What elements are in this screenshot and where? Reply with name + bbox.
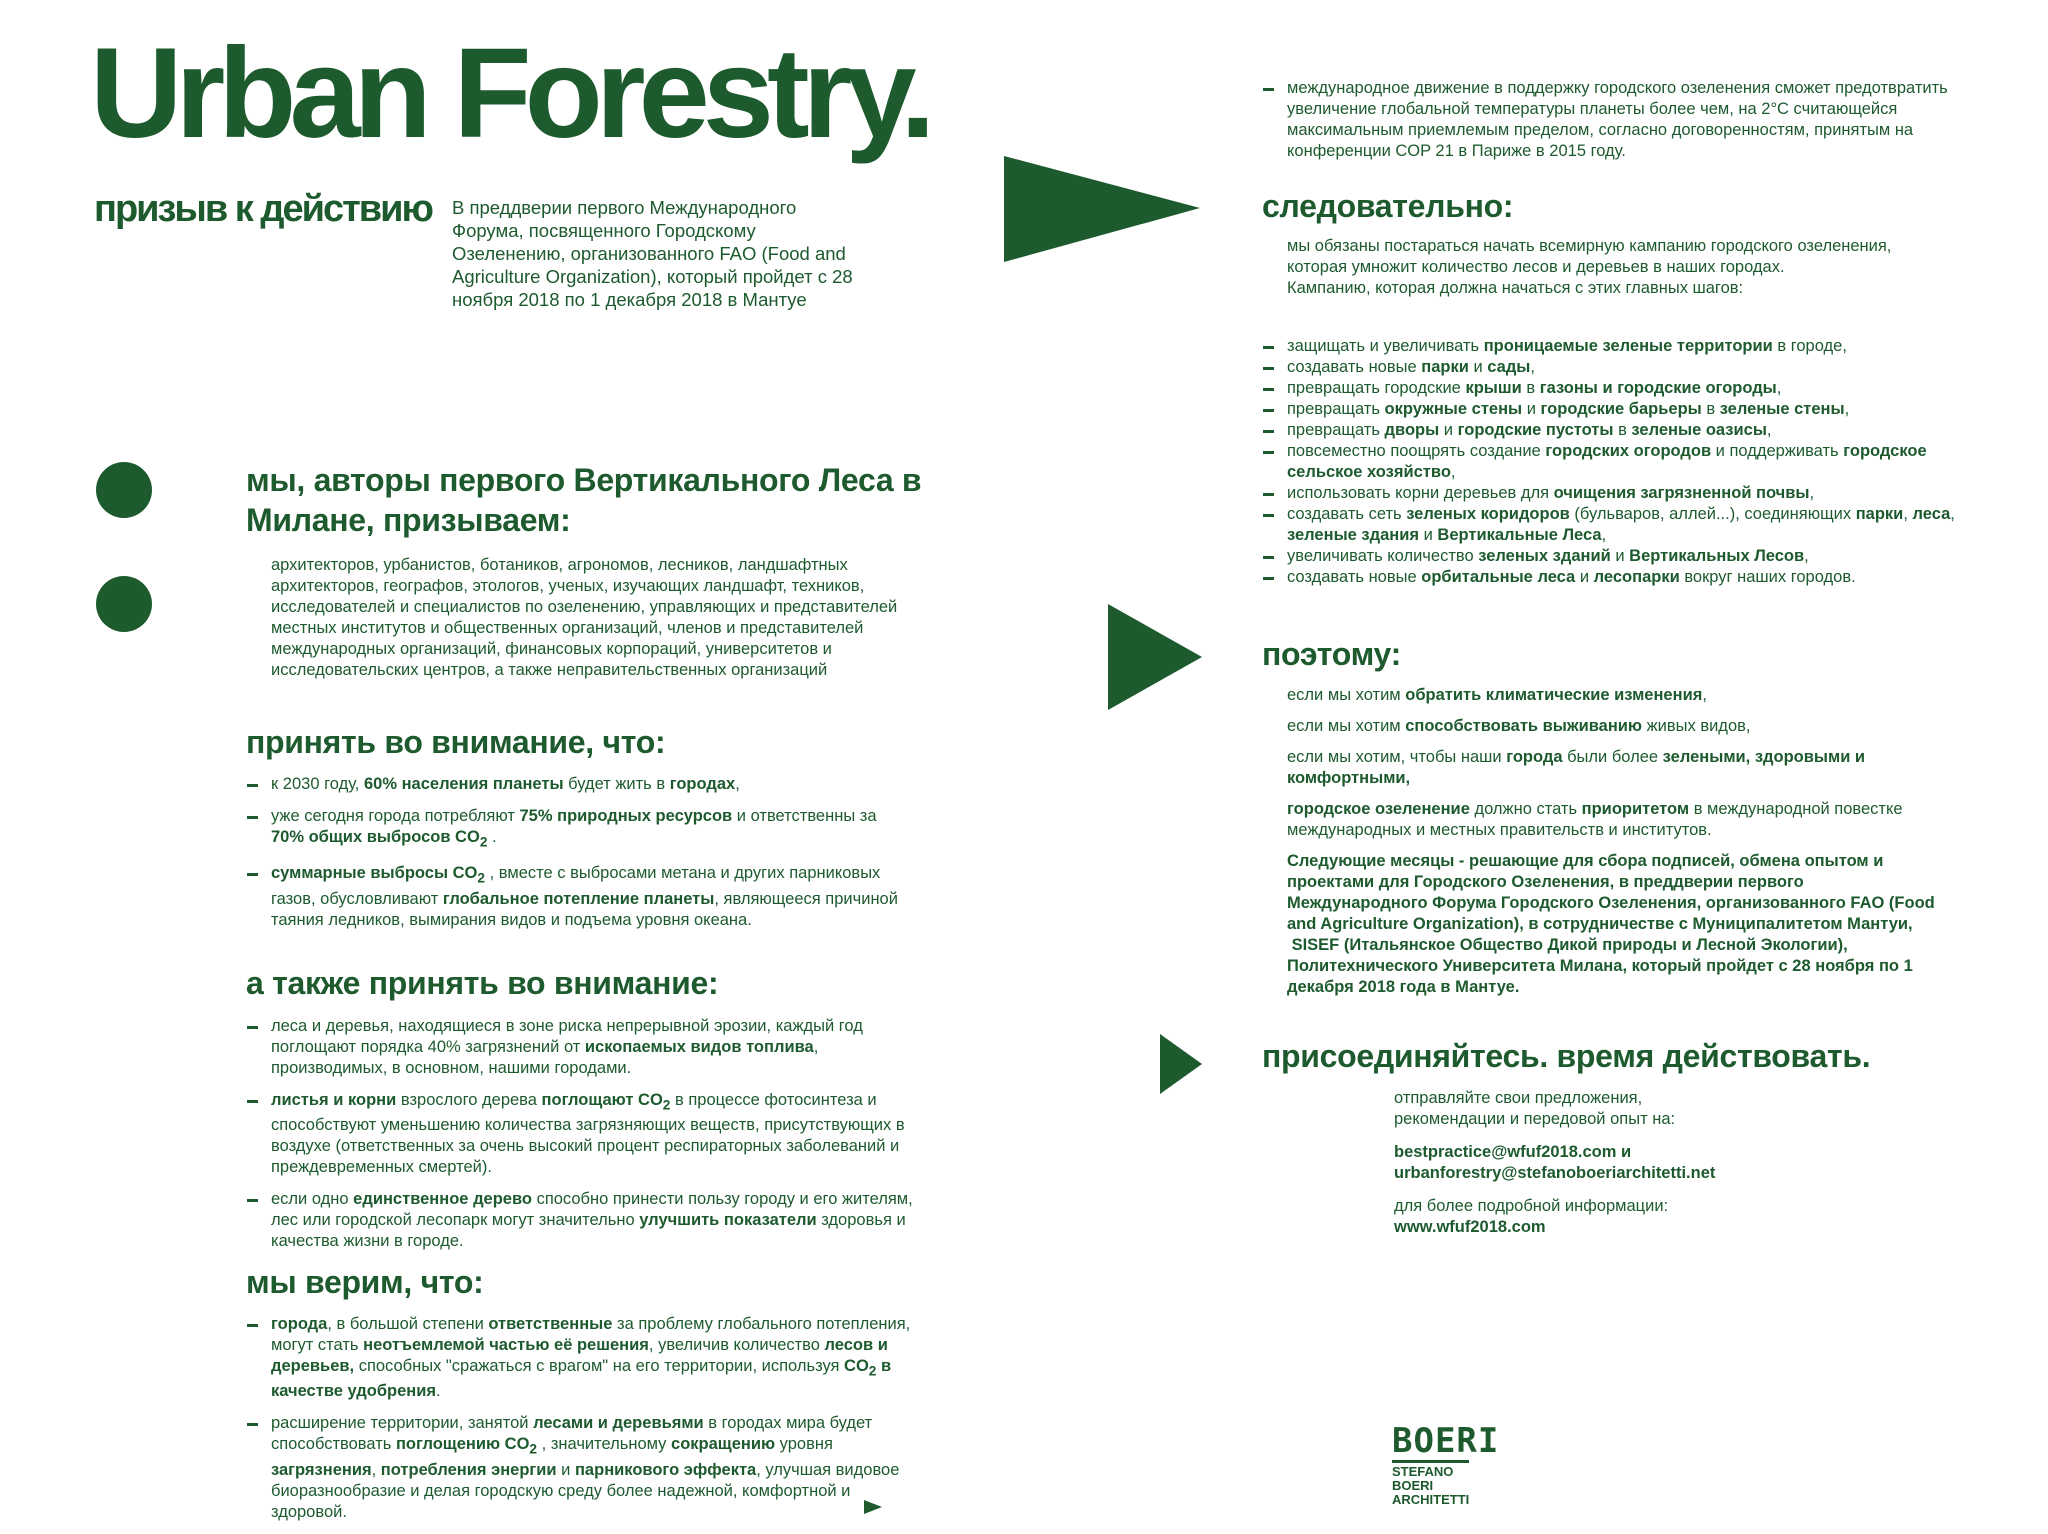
so-heading: поэтому: <box>1262 636 1401 672</box>
list-item: создавать новые орбитальные леса и лесопарки вокруг наших городов. <box>1263 567 1963 588</box>
boeri-logo <box>1392 1421 1500 1508</box>
therefore-campaign-text: мы обязаны постараться начать всемирную кампанию городского озеленения, которая умножит количество лесов и деревьев в наших городах. <box>1287 237 1892 276</box>
colon-dot-bottom <box>96 576 152 632</box>
therefore-text <box>1287 236 1927 299</box>
authors-list-text: архитекторов, урбанистов, ботаников, агрономов, лесников, ландшафтных архитекторов, географов, этологов, ученых, изучающих ландшафт, техников, исследователей и специалистов по озеленению, управляющих и представителей местных институтов и общественных организаций, членов и представителей международных организаций, финансовых корпораций, университетов и исследовательских центров, а также неправительственных организаций <box>271 556 898 679</box>
list-item: уже сегодня города потребляют 75% природных ресурсов и ответственны за 70% общих выбросов $CO_2$ . <box>247 806 907 852</box>
so-paragraph: городское озеленение должно стать приоритетом в международной повестке международных и местных правительств и институтов. <box>1287 800 1903 839</box>
contact-instructions-2: рекомендации и передовой опыт на: <box>1394 1110 1676 1128</box>
logo-line: BOERI <box>1392 1478 1434 1493</box>
logo-subtitle <box>1392 1460 1469 1507</box>
page-title: Urban Forestry. <box>90 22 929 165</box>
section-take-into-account-heading: принять во внимание, что: <box>246 724 666 760</box>
list-item: использовать корни деревьев для очищения загрязненной почвы, <box>1263 483 1963 504</box>
list-item: листья и корни взрослого дерева поглощают $CO_2$ в процессе фотосинтеза и способствуют уменьшению количества загрязняющих веществ, присутствующих в воздухе (ответственных за очень высокий процент респираторных заболеваний и преждевременных смертей). <box>247 1090 927 1178</box>
list-item: превращать дворы и городские пустоты в зеленые оазисы, <box>1263 420 1963 441</box>
so-paragraph: Следующие месяцы - решающие для сбора подписей, обмена опытом и проектами для Городского Озеленения, в преддверии первого Международного Форума Городского Озеленения, организованного FAO (Food and Agriculture Organization), в сотрудничестве с Муниципалитетом Мантуи, SISEF (Итальянское Общество Дикой природы и Лесной Экологии), Политехнического Университета Милана, который пройдет с 28 ноября по 1 декабря 2018 года в Мантуе. <box>1287 852 1935 996</box>
list-item: повсеместно поощрять создание городских огородов и поддерживать городское сельское хозяйство, <box>1263 441 1963 483</box>
website-link[interactable]: www.wfuf2018.com <box>1394 1218 1546 1236</box>
take-into-account-list <box>247 774 907 942</box>
list-item: если одно единственное дерево способно принести пользу городу и его жителям, лес или городской лесопарк могут значительно улучшить показатели здоровья и качества жизни в городе. <box>247 1189 927 1252</box>
therefore-heading: следовательно: <box>1262 188 1514 224</box>
email-link-urbanforestry[interactable]: urbanforestry@stefanoboeriarchitetti.net <box>1394 1164 1716 1182</box>
large-arrow-icon <box>1004 156 1204 266</box>
list-item: создавать сеть зеленых коридоров (бульваров, аллей...), соединяющих парки, леса, зеленые здания и Вертикальные Леса, <box>1263 504 1963 546</box>
section-also-consider-heading: а также принять во внимание: <box>246 965 719 1001</box>
email-link-bestpractice[interactable]: bestpractice@wfuf2018.com и <box>1394 1143 1632 1161</box>
list-item: увеличивать количество зеленых зданий и Вертикальных Лесов, <box>1263 546 1963 567</box>
medium-arrow-icon <box>1108 604 1204 714</box>
page-subtitle: призыв к действию <box>94 188 432 230</box>
list-item: к 2030 году, 60% населения планеты будет жить в городах, <box>247 774 907 795</box>
logo-line: ARCHITETTI <box>1392 1492 1470 1507</box>
colon-dot-top <box>96 462 152 518</box>
join-heading: присоединяйтесь. время действовать. <box>1262 1038 1871 1074</box>
we-believe-list <box>247 1314 927 1534</box>
list-item: города, в большой степени ответственные за проблему глобального потепления, могут стать неотъемлемой частью её решения, увеличив количество лесов и деревьев, способных "сражаться с врагом" на его территории, используя $CO_2$ в качестве удобрения. <box>247 1314 927 1402</box>
list-item: защищать и увеличивать проницаемые зеленые территории в городе, <box>1263 336 1963 357</box>
list-item: суммарные выбросы $CO_2$ , вместе с выбросами метана и других парниковых газов, обусловливают глобальное потепление планеты, являющееся причиной таяния ледников, вымирания видов и подъема уровня океана. <box>247 863 907 930</box>
contact-block <box>1394 1088 1954 1238</box>
so-paragraph: если мы хотим обратить климатические изменения, <box>1287 686 1707 704</box>
list-item: создавать новые парки и сады, <box>1263 357 1963 378</box>
steps-list <box>1263 336 1963 588</box>
logo-line: STEFANO <box>1392 1464 1454 1479</box>
so-paragraph: если мы хотим, чтобы наши города были более зелеными, здоровыми и комфортными, <box>1287 748 1866 787</box>
authors-heading: мы, авторы первого Вертикального Леса в Милане, призываем: <box>246 462 922 538</box>
also-consider-list <box>247 1016 927 1263</box>
more-info-label: для более подробной информации: <box>1394 1197 1669 1215</box>
contact-instructions: отправляйте свои предложения, <box>1394 1089 1643 1107</box>
list-item: расширение территории, занятой лесами и деревьями в городах мира будет способствовать поглощению $CO_2$ , значительному сокращению уровня загрязнения, потребления энергии и парникового эффекта, улучшая видовое биоразнообразие и делая городскую среду более надежной, комфортной и здоровой. <box>247 1413 927 1522</box>
top-statement <box>1263 78 1973 162</box>
section-we-believe-heading: мы верим, что: <box>246 1264 484 1300</box>
so-paragraph: если мы хотим способствовать выживанию живых видов, <box>1287 717 1751 735</box>
list-item: международное движение в поддержку городского озеленения сможет предотвратить увеличение глобальной температуры планеты более чем, на 2°C считающейся максимальным приемлемым пределом, согласно договоренностям, принятым на конференции COP 21 в Париже в 2015 году. <box>1263 78 1973 162</box>
so-text <box>1287 685 1937 1008</box>
therefore-steps-intro: Кампанию, которая должна начаться с этих главных шагов: <box>1287 279 1744 297</box>
small-arrow-icon <box>1160 1034 1204 1096</box>
intro-text: В преддверии первого Международного Форума, посвященного Городскому Озеленению, организованного FAO (Food and Agriculture Organization), который пройдет с 28 ноября 2018 по 1 декабря 2018 в Мантуе <box>452 197 853 310</box>
list-item: превращать окружные стены и городские барьеры в зеленые стены, <box>1263 399 1963 420</box>
logo-wordmark: BOERI <box>1392 1421 1500 1461</box>
list-item: превращать городские крыши в газоны и городские огороды, <box>1263 378 1963 399</box>
list-item: леса и деревья, находящиеся в зоне риска непрерывной эрозии, каждый год поглощают порядка 40% загрязнений от ископаемых видов топлива, производимых, в основном, нашими городами. <box>247 1016 927 1079</box>
